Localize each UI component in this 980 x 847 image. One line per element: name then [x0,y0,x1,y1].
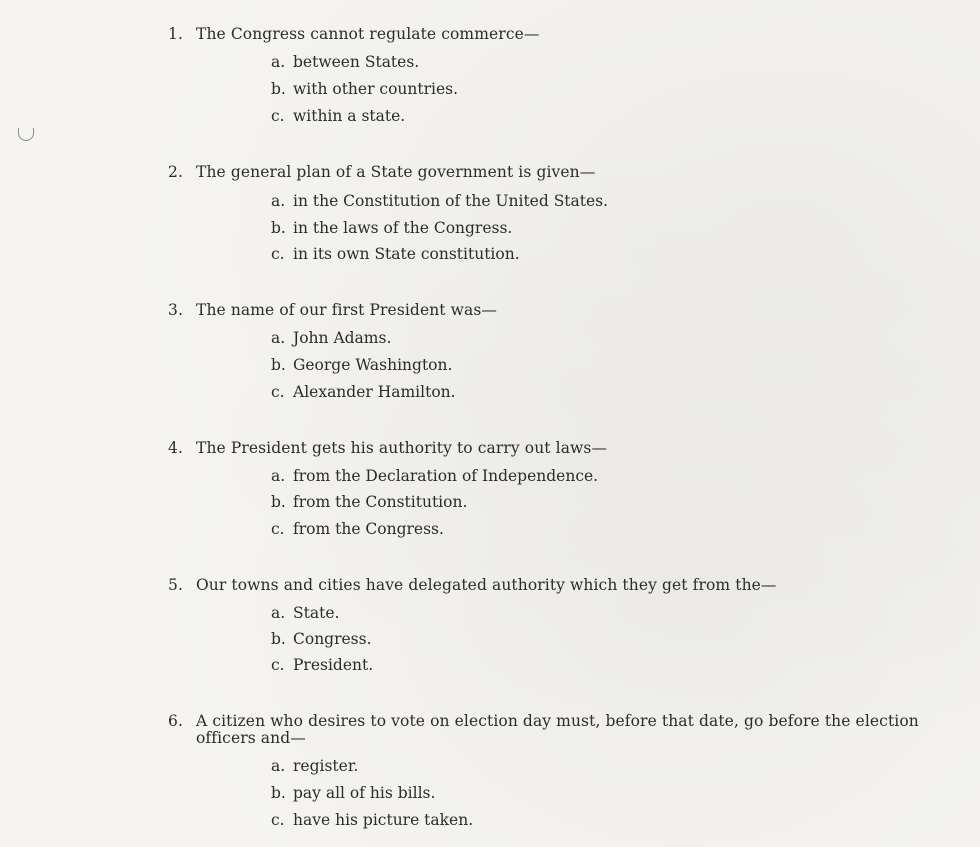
option-letter: b. [271,784,286,802]
option-text: between States. [293,53,420,71]
option-text: from the Congress. [293,520,444,538]
option-b [271,493,467,511]
option-letter: a. [271,53,286,71]
option-c [271,107,405,125]
option-text: in the laws of the Congress. [293,219,513,237]
option-b [271,219,512,237]
option-text: Alexander Hamilton. [293,383,456,401]
option-a [271,53,419,71]
option-text: from the Constitution. [293,493,468,511]
option-letter: c. [271,383,285,401]
option-text: from the Declaration of Independence. [293,467,599,485]
option-letter: b. [271,493,286,511]
option-letter: c. [271,245,285,263]
option-text: George Washington. [293,356,453,374]
question-text: The name of our first President was— [196,301,498,319]
question-stem [168,164,948,181]
option-b [271,630,372,648]
question-number: 2. [168,163,183,181]
option-letter: c. [271,107,285,125]
option-c [271,245,520,263]
option-c [271,811,473,829]
question-stem [168,440,948,457]
option-c [271,383,456,401]
option-text: John Adams. [293,329,392,347]
option-letter: a. [271,604,286,622]
question-number: 5. [168,576,183,594]
option-text: within a state. [293,107,406,125]
option-letter: b. [271,630,286,648]
option-a [271,329,391,347]
question-text: Our towns and cities have delegated authority which they get from the— [196,576,777,594]
question-4 [168,439,948,538]
option-text: register. [293,757,359,775]
option-text: Congress. [293,630,372,648]
question-5 [168,576,948,674]
option-letter: b. [271,219,286,237]
option-text: President. [293,656,374,674]
option-a [271,192,608,210]
question-number: 6. [168,712,183,730]
option-letter: a. [271,757,286,775]
question-text: A citizen who desires to vote on election day must, before that date, go before the election officers and— [196,712,919,747]
option-b [271,80,458,98]
option-b [271,356,452,374]
question-stem [168,302,948,319]
option-c [271,656,373,674]
option-letter: b. [271,356,286,374]
option-letter: a. [271,329,286,347]
option-letter: c. [271,656,285,674]
question-number: 4. [168,439,183,457]
question-stem [168,577,948,594]
option-text: with other countries. [293,80,459,98]
option-text: in the Constitution of the United States. [293,192,609,210]
option-letter: a. [271,192,286,210]
option-text: have his picture taken. [293,811,474,829]
option-letter: b. [271,80,286,98]
option-a [271,467,598,485]
question-number: 3. [168,301,183,319]
question-text: The President gets his authority to carry out laws— [196,439,608,457]
question-text: The general plan of a State government is given— [196,163,596,181]
option-text: in its own State constitution. [293,245,520,263]
option-a [271,757,358,775]
question-2 [168,163,948,263]
question-6 [168,712,928,829]
question-number: 1. [168,25,183,43]
question-3 [168,301,948,401]
option-c [271,520,444,538]
question-1 [168,25,948,125]
option-letter: a. [271,467,286,485]
option-a [271,604,339,622]
option-text: pay all of his bills. [293,784,436,802]
question-stem [168,26,948,43]
stray-pencil-mark [18,128,34,141]
question-stem [168,713,928,747]
option-b [271,784,435,802]
option-text: State. [293,604,340,622]
option-letter: c. [271,811,285,829]
question-text: The Congress cannot regulate commerce— [196,25,540,43]
option-letter: c. [271,520,285,538]
